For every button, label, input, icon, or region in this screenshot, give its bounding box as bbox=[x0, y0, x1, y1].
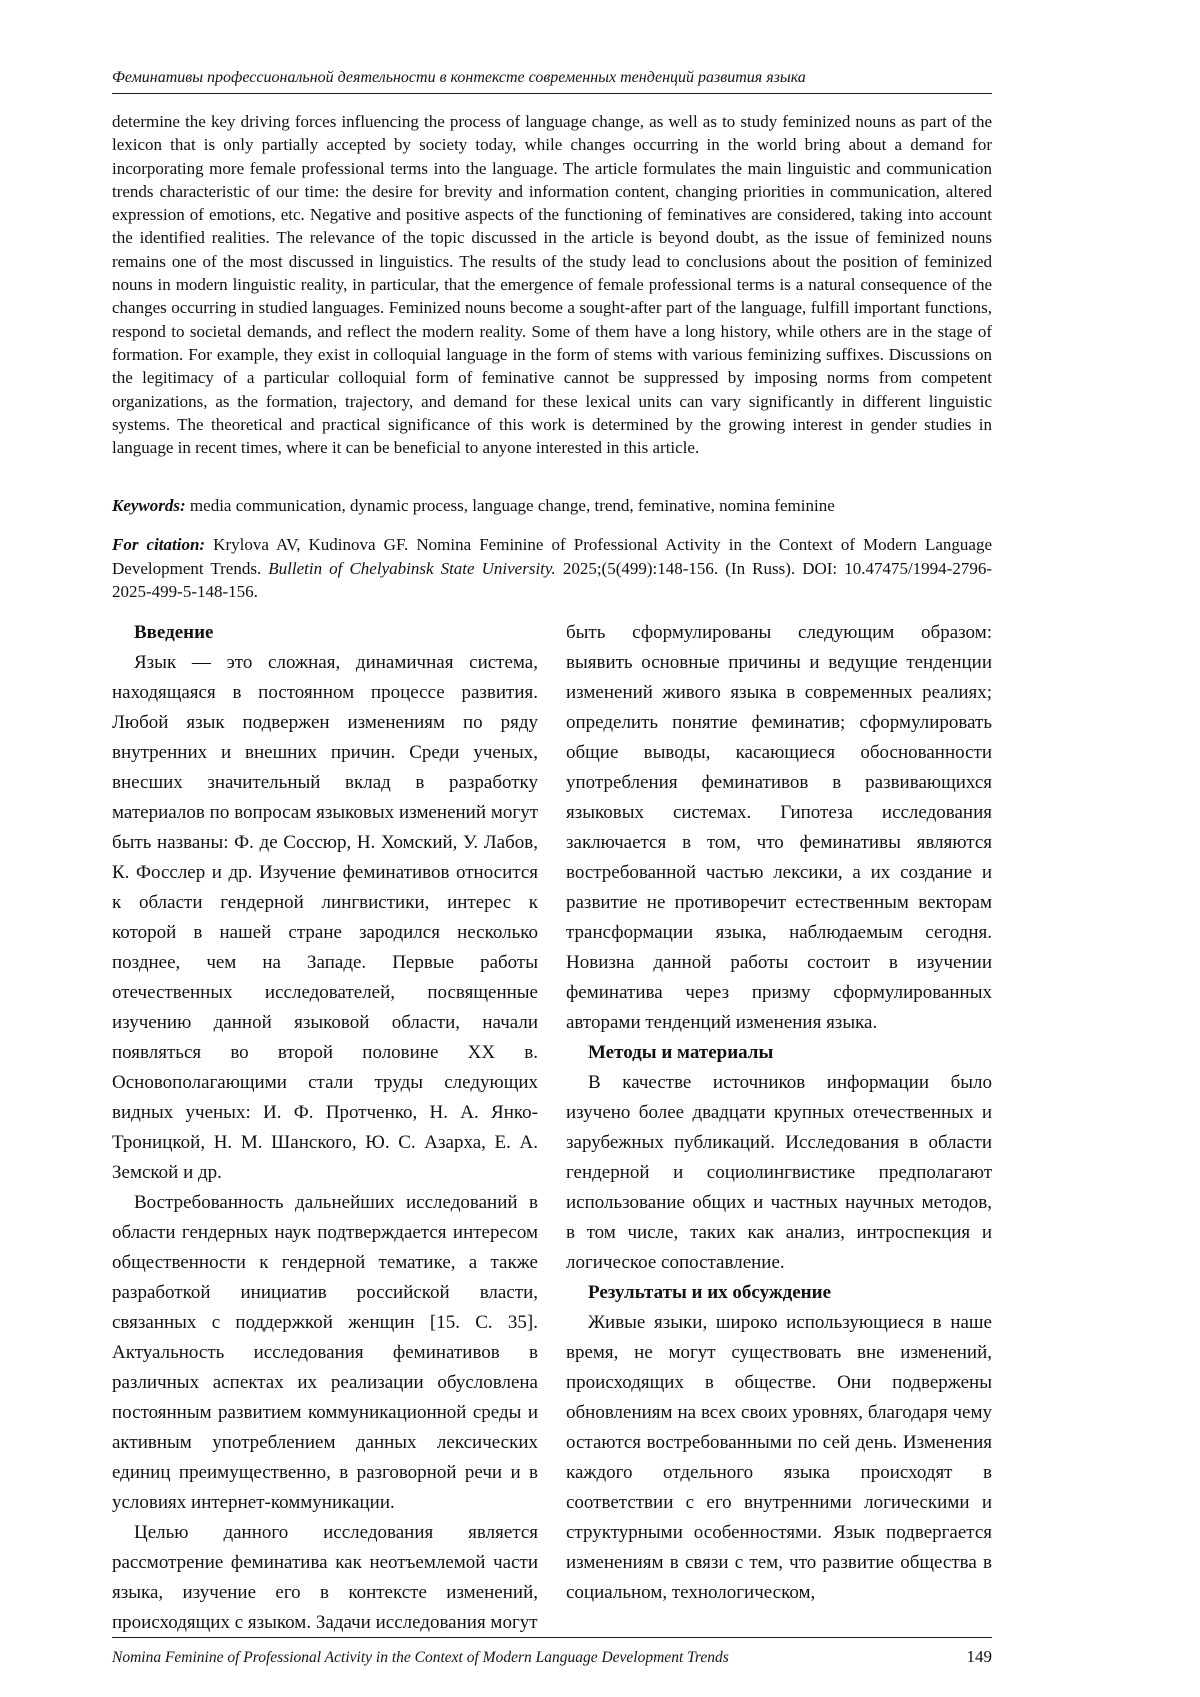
paragraph-methods: В качестве источников информации было изучено более двадцати крупных отечественных и зарубежных публикаций. Исследования в области гендерной и социолингвистике предполагают использование общих и частных научных методов, в том числе, таких как анализ, интроспекция и логическое сопоставление. bbox=[566, 1072, 992, 1273]
paragraph-language-system: Язык — это сложная, динамичная система, находящаяся в постоянном процессе развития. Любой язык подвержен изменениям по ряду внутренних и внешних причин. Среди ученых, внесших значительный вклад в разработку материалов по вопросам языковых изменений могут быть названы: Ф. де Соссюр, Н. Хомский, У. Лабов, К. Фосслер и др. Изучение феминативов относится к области гендерной лингвистики, интерес к которой в нашей стране зародился несколько позднее, чем на Западе. Первые работы отечественных исследователей, посвященные изучению данной языковой области, начали появляться во второй половине XX в. Основополагающими стали труды следующих видных ученых: И. Ф. Протченко, Н. А. Янко-Троницкой, Н. М. Шанского, Ю. С. Азарха, Е. А. Земской и др. bbox=[112, 652, 538, 1183]
heading-introduction: Введение bbox=[134, 622, 214, 643]
running-head: Феминативы профессиональной деятельности в контексте современных тенденций развития языка bbox=[112, 69, 806, 86]
page-number: 149 bbox=[966, 1647, 992, 1666]
citation-paragraph bbox=[112, 533, 992, 604]
paragraph-results: Живые языки, широко использующиеся в наше время, не могут существовать вне изменений, происходящих в обществе. Они подвержены обновлениям на всех своих уровнях, благодаря чему остаются востребованными по сей день. Изменения каждого отдельного языка происходят в соответствии с его внутренними логическими и структурными особенностями. Язык подвергается изменениям в связи с тем, что развитие общества в социальном, технологическом, bbox=[566, 1312, 992, 1603]
citation-section bbox=[112, 533, 992, 604]
heading-results: Результаты и их обсуждение bbox=[588, 1282, 832, 1303]
footer-rule bbox=[112, 1637, 992, 1638]
abstract-paragraph: determine the key driving forces influencing the process of language change, as well as to study feminized nouns as part of the lexicon that is only partially accepted by society today, while changes occurring in the world bring about a demand for incorporating more female professional terms into the language. The article formulates the main linguistic and communication trends characteristic of our time: the desire for brevity and information content, changing priorities in communication, altered expression of emotions, etc. Negative and positive aspects of the functioning of feminatives are considered, taking into account the identified realities. The relevance of the topic discussed in the article is beyond doubt, as the issue of feminized nouns remains one of the most discussed in linguistics. The results of the study lead to conclusions about the position of feminized nouns in modern linguistic reality, in particular, that the emergence of female professional terms is a natural consequence of the changes occurring in studied languages. Feminized nouns become a sought-after part of the language, fulfill important functions, respond to societal demands, and reflect the modern reality. Some of them have a long history, while others are in the stage of formation. For example, they exist in colloquial language in the form of stems with various feminizing suffixes. Discussions on the legitimacy of a particular colloquial form of feminative cannot be suppressed by imposing norms from competent organizations, as the formation, trajectory, and demand for these lexical units can vary significantly in different linguistic systems. The theoretical and practical significance of this work is determined by the growing interest in gender studies in language in recent times, where it can be beneficial to anyone interested in this article. bbox=[112, 112, 992, 458]
citation-journal-title: Bulletin of Chelyabinsk State University. bbox=[268, 558, 556, 578]
keywords-label: Keywords: bbox=[112, 496, 186, 515]
citation-text: Krylova AV, Kudinova GF. Nomina Feminine of Professional Activity in the Context of Modern Language Development Trends. bbox=[112, 535, 992, 578]
keywords-text: media communication, dynamic process, language change, trend, feminative, nomina feminine bbox=[185, 496, 835, 515]
heading-methods: Методы и материалы bbox=[588, 1042, 774, 1063]
keywords-section bbox=[112, 494, 992, 517]
paragraph-relevance: Востребованность дальнейших исследований в области гендерных наук подтверждается интересом общественности к гендерной тематике, а также разработкой инициатив российской власти, связанных с поддержкой женщин [15. С. 35]. Актуальность исследования феминативов в различных аспектах их реализации обусловлена постоянным развитием коммуникационной среды и активным употреблением данных лексических единиц преимущественно, в разговорной речи и в условиях интернет-коммуникации. bbox=[112, 1192, 538, 1513]
abstract-section bbox=[112, 110, 992, 459]
footer bbox=[112, 1647, 992, 1668]
column-right bbox=[566, 618, 992, 1638]
citation-label: For citation: bbox=[112, 535, 206, 554]
paragraph-tasks-continuation: быть сформулированы следующим образом: выявить основные причины и ведущие тенденции изменений живого языка в современных реалиях; определить понятие феминатив; сформулировать общие выводы, касающиеся обоснованности употребления феминативов в развивающихся языковых системах. Гипотеза исследования заключается в том, что феминативы являются востребованной частью лексики, а их создание и развитие не противоречит естественным векторам трансформации языка, наблюдаемым сегодня. Новизна данной работы состоит в изучении феминатива через призму сформулированных авторами тенденций изменения языка. bbox=[566, 622, 992, 1033]
header-rule bbox=[112, 93, 992, 94]
body-columns bbox=[112, 618, 992, 1638]
footer-running-title: Nomina Feminine of Professional Activity in the Context of Modern Language Development Trends bbox=[112, 1649, 729, 1666]
column-left bbox=[112, 618, 538, 1638]
citation-tail: 2025;(5(499):148-156. (In Russ). DOI: 10.47475/1994-2796-2025-499-5-148-156. bbox=[112, 558, 992, 601]
paragraph-goal: Целью данного исследования является рассмотрение феминатива как неотъемлемой части языка, изучение его в контексте изменений, происходящих с языком. Задачи исследования могут bbox=[112, 1522, 538, 1633]
